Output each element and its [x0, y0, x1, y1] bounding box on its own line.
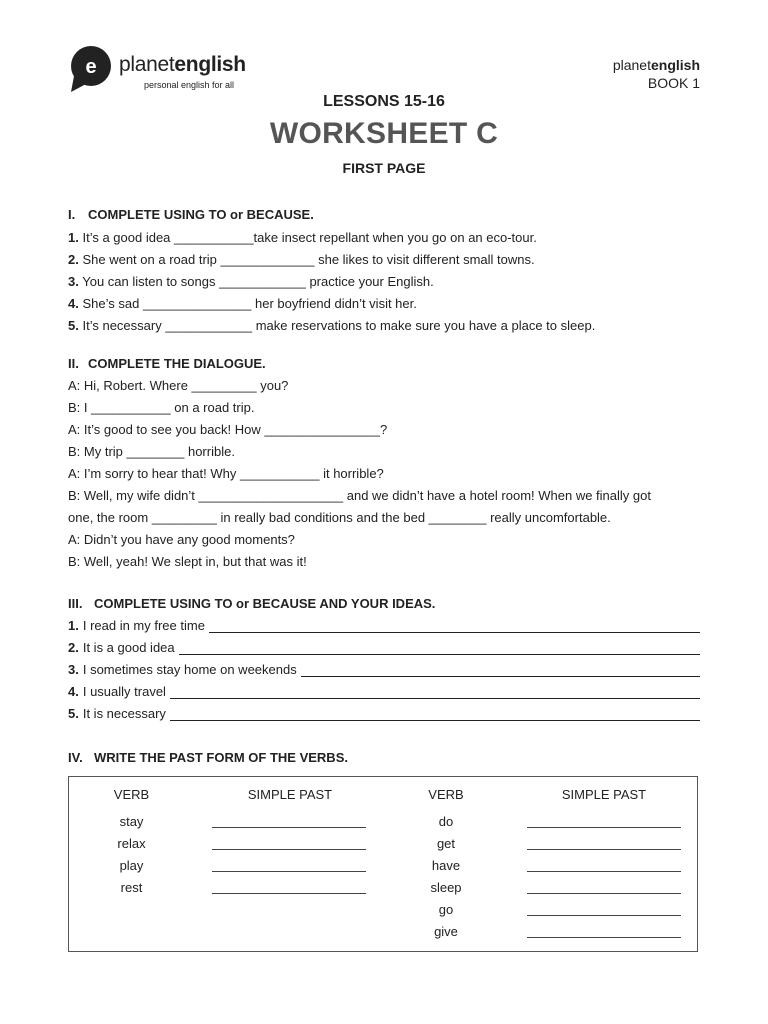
answer-line[interactable]	[179, 642, 700, 655]
dialogue-line: B: Well, my wife didn’t ____________________ and we didn’t have a hotel room! When we finally got	[68, 488, 651, 503]
section-1-item: 4. She’s sad _______________ her boyfriend didn’t visit her.	[68, 296, 417, 311]
logo-tagline: personal english for all	[144, 80, 235, 90]
verb-cell: relax	[117, 836, 146, 851]
dialogue-line: B: I ___________ on a road trip.	[68, 400, 255, 415]
verb-cell: sleep	[430, 880, 462, 895]
past-form-blank[interactable]	[527, 915, 681, 916]
verb-cell: give	[434, 924, 458, 939]
past-form-blank[interactable]	[212, 827, 366, 828]
section-3-item: 4. I usually travel	[68, 684, 700, 699]
section-1-item: 2. She went on a road trip _____________ she likes to visit different small towns.	[68, 252, 535, 267]
page-subtitle: FIRST PAGE	[342, 160, 426, 176]
verb-cell: stay	[119, 814, 144, 829]
past-form-blank[interactable]	[212, 893, 366, 894]
past-form-blank[interactable]	[527, 871, 681, 872]
past-form-blank[interactable]	[527, 827, 681, 828]
planet-e-logo-icon	[68, 44, 114, 94]
brand-book-label	[613, 56, 700, 92]
section-1-item: 5. It’s necessary ____________ make reservations to make sure you have a place to sleep.	[68, 318, 596, 333]
verb-table	[68, 776, 698, 952]
planetenglish-logo	[68, 44, 268, 96]
section-3-heading: III. COMPLETE USING TO or BECAUSE AND YOUR IDEAS.	[68, 596, 436, 611]
past-form-blank[interactable]	[212, 849, 366, 850]
answer-line[interactable]	[170, 708, 700, 721]
verb-cell: play	[119, 858, 144, 873]
past-form-blank[interactable]	[527, 849, 681, 850]
dialogue-line: A: Didn’t you have any good moments?	[68, 532, 295, 547]
book-number: BOOK 1	[647, 75, 700, 91]
dialogue-line: A: It’s good to see you back! How ________________?	[68, 422, 388, 437]
dialogue-line: one, the room _________ in really bad conditions and the bed ________ really uncomfortable.	[68, 510, 611, 525]
section-3-item: 3. I sometimes stay home on weekends	[68, 662, 700, 677]
section-4-heading: IV. WRITE THE PAST FORM OF THE VERBS.	[68, 750, 348, 765]
section-2-heading: II. COMPLETE THE DIALOGUE.	[68, 356, 266, 371]
answer-line[interactable]	[209, 620, 700, 633]
worksheet-title: WORKSHEET C	[269, 117, 499, 150]
verb-column-header: VERB	[113, 787, 150, 802]
svg-text:e: e	[85, 56, 97, 78]
section-3-item: 2. It is a good idea	[68, 640, 700, 655]
dialogue-line: A: I’m sorry to hear that! Why ___________ it horrible?	[68, 466, 384, 481]
past-form-blank[interactable]	[212, 871, 366, 872]
section-1-item: 1. It’s a good idea ___________take insect repellant when you go on an eco-tour.	[68, 230, 537, 245]
section-3-item: 1. I read in my free time	[68, 618, 700, 633]
verb-cell: do	[438, 814, 454, 829]
brand-name: planetenglish	[612, 57, 700, 73]
dialogue-line: B: Well, yeah! We slept in, but that was it!	[68, 554, 307, 569]
lessons-heading: LESSONS 15-16	[323, 93, 445, 110]
section-3-item: 5. It is necessary	[68, 706, 700, 721]
verb-cell: have	[431, 858, 461, 873]
past-form-blank[interactable]	[527, 893, 681, 894]
simple-past-column-header: SIMPLE PAST	[561, 787, 647, 802]
dialogue-line: B: My trip ________ horrible.	[68, 444, 235, 459]
dialogue-line: A: Hi, Robert. Where _________ you?	[68, 378, 289, 393]
verb-cell: get	[436, 836, 456, 851]
past-form-blank[interactable]	[527, 937, 681, 938]
logo-wordmark: planetenglish	[119, 53, 246, 76]
verb-cell: rest	[120, 880, 143, 895]
answer-line[interactable]	[170, 686, 700, 699]
verb-column-header: VERB	[428, 787, 464, 802]
simple-past-column-header: SIMPLE PAST	[247, 787, 333, 802]
answer-line[interactable]	[301, 664, 700, 677]
section-1-heading: I. COMPLETE USING TO or BECAUSE.	[68, 207, 314, 222]
section-1-item: 3. You can listen to songs ____________ practice your English.	[68, 274, 434, 289]
verb-cell: go	[438, 902, 454, 917]
